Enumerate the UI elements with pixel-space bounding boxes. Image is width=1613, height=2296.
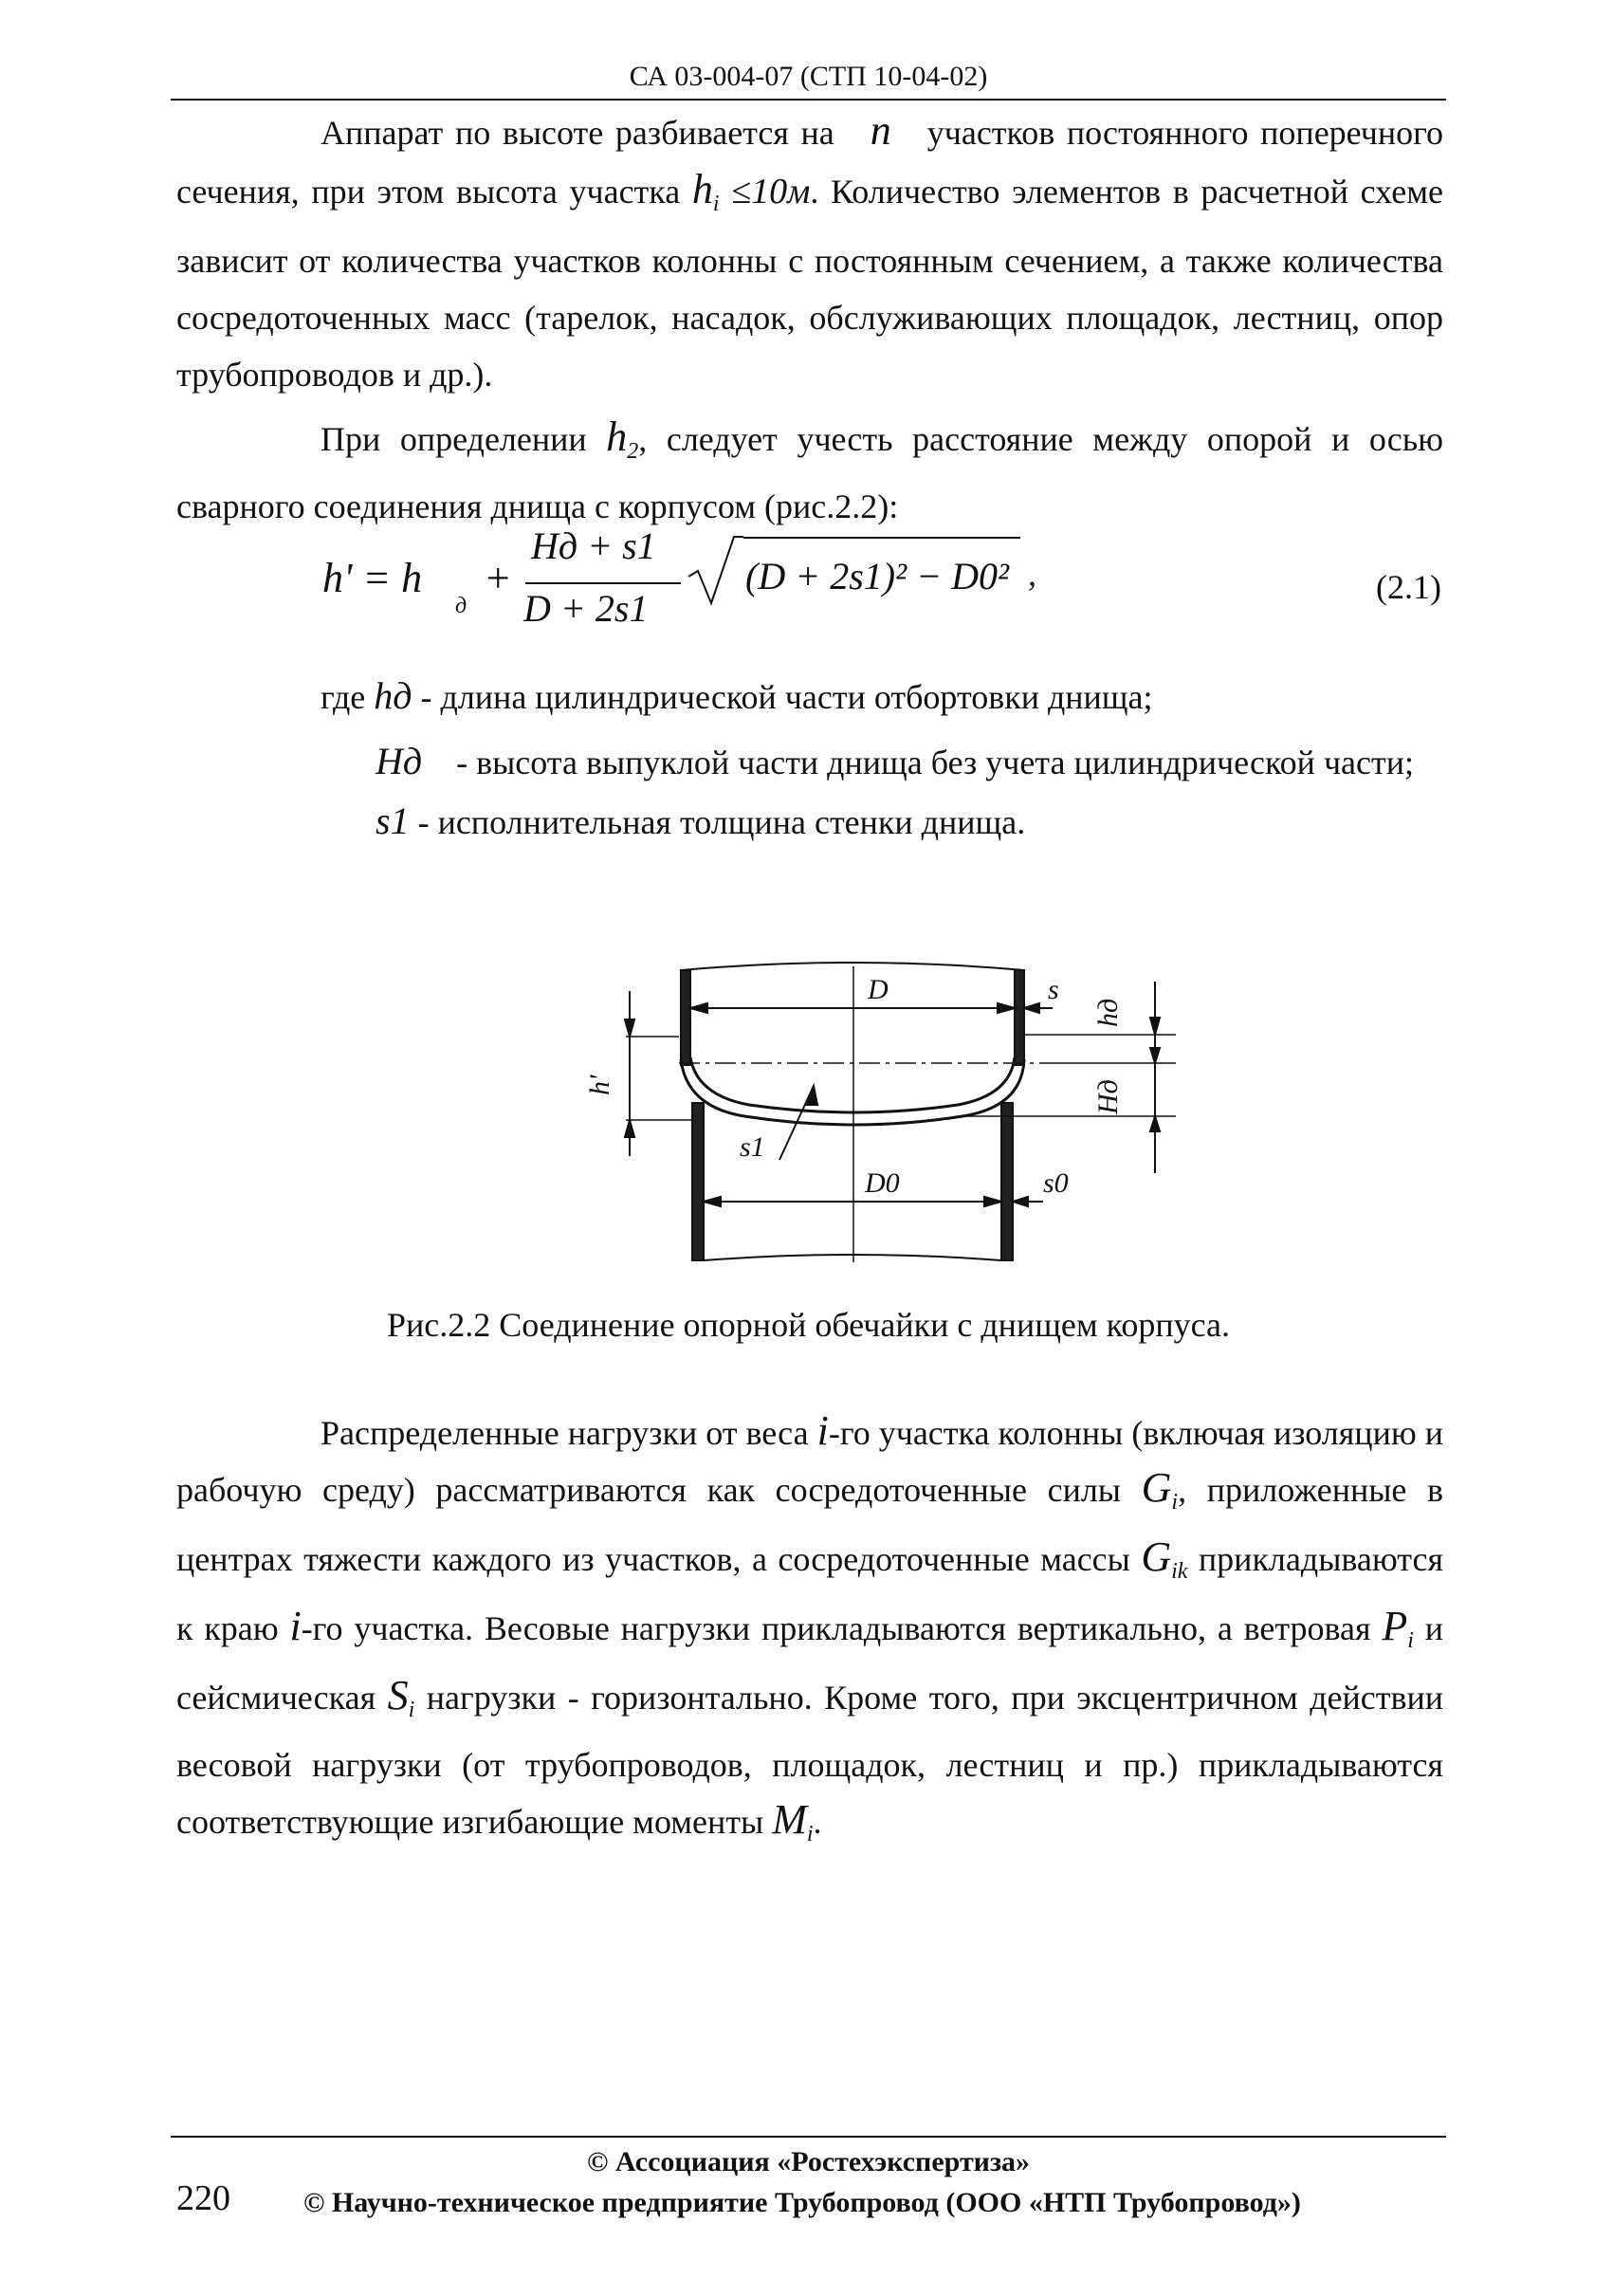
label-Hd: Hд (1092, 1079, 1124, 1114)
dished-head-outer (681, 1059, 1024, 1125)
symbol-h2-sub: 2 (627, 439, 639, 464)
arrow-icon (998, 1003, 1015, 1013)
symbol-Hd: Hд (376, 740, 423, 782)
definitions (176, 668, 1443, 851)
text: - длина цилиндрической части отбортовки днища; (420, 678, 1153, 716)
text: - высота выпуклой части днища без учета цилиндрической части; (456, 744, 1415, 781)
arrow-icon (625, 1120, 634, 1137)
dished-head-inner (690, 1057, 1015, 1112)
symbol-Si-base: S (387, 1672, 409, 1718)
formula-denominator: D + 2s1 (523, 587, 649, 630)
label-s1: s1 (740, 1131, 765, 1163)
document-code-header: СА 03-004-07 (СТП 10-04-02) (629, 61, 988, 92)
bottom-break-line (704, 1255, 1001, 1260)
text: . Количество элементов в расчетной схеме зависит от количества участков колонны с постоянным сечением, а также количества сосредоточенных масс (тарелок, насадок, обслуживающих площадок, лестниц, опор трубопроводов и др.). (176, 173, 1444, 394)
formula-number: (2.1) (1376, 568, 1441, 606)
footer-rule (171, 2136, 1446, 2138)
formula-lhs: h' = h (322, 555, 423, 601)
arrow-icon (1150, 1116, 1160, 1131)
symbol-Mi-base: M (772, 1796, 807, 1843)
figure-support-shell-diagram (569, 953, 1195, 1276)
text: При определении (321, 420, 587, 458)
paragraph-h2 (176, 410, 1443, 534)
symbol-height-limit: ≤10м (731, 172, 811, 211)
header-rule (171, 99, 1446, 101)
sqrt-vinculum (743, 537, 1020, 539)
symbol-Si-sub: i (408, 1698, 415, 1722)
symbol-h2-base: h (606, 413, 628, 460)
arrow-icon (1150, 1018, 1160, 1035)
left-skirt-wall (692, 1103, 704, 1260)
formula-numerator: Hд + s1 (531, 524, 656, 567)
symbol-Gik-base: G (1141, 1534, 1172, 1580)
right-skirt-wall (1001, 1103, 1013, 1260)
symbol-Pi-base: P (1382, 1603, 1408, 1649)
fraction-bar (525, 582, 681, 584)
formula-2-1 (322, 524, 1441, 651)
label-s: s (1048, 974, 1059, 1005)
symbol-i: i (289, 1603, 302, 1649)
arrow-icon (984, 1197, 1001, 1206)
label-D0: D0 (865, 1167, 900, 1199)
text: , следует учесть расстояние между опорой и осью сварного соединения днища с корпусом (рис.2.2): (176, 420, 1444, 525)
text: где (321, 678, 366, 716)
arrow-icon (625, 1019, 634, 1037)
label-hd: hд (1092, 998, 1124, 1027)
text: нагрузки - горизонтально. Кроме того, при эксцентричном действии весовой нагрузки (от трубопроводов, площадок, лестниц и пр.) прикладываются соответствующие изгибающие моменты (176, 1679, 1444, 1841)
text: и сейсмическая (176, 1609, 1444, 1717)
arrow-icon (1013, 1197, 1028, 1206)
footer-enterprise: © Научно-техническое предприятие Трубопровод (ООО «НТП Трубопровод») (303, 2187, 1301, 2218)
symbol-hd: hд (374, 674, 412, 717)
text: - исполнительная толщина стенки днища. (417, 803, 1026, 841)
label-h-prime: h' (584, 1075, 615, 1095)
symbol-h-base: h (691, 166, 713, 212)
text: участков постоянного поперечного сечения, при этом высота участка (176, 114, 1444, 211)
symbol-Gi-base: G (1141, 1464, 1172, 1511)
formula-radicand: (D + 2s1)² − D0² (745, 555, 1009, 597)
formula-comma: , (1028, 555, 1036, 593)
text: . (813, 1803, 822, 1841)
page-number: 220 (176, 2178, 230, 2218)
formula-plus: + (484, 555, 512, 601)
figure-caption: Рис.2.2 Соединение опорной обечайки с днищем корпуса. (386, 1306, 1230, 1344)
text: Распределенные нагрузки от веса (321, 1414, 809, 1452)
paragraph-loads (176, 1404, 1443, 1862)
right-upper-wall (1015, 970, 1024, 1065)
text: -го участка. Весовые нагрузки прикладываются вертикально, а ветровая (301, 1609, 1371, 1647)
arrow-icon (704, 1197, 721, 1206)
symbol-s1: s1 (376, 799, 410, 842)
formula-lhs-sub: д (455, 594, 467, 618)
arrow-icon (806, 1086, 817, 1105)
symbol-Pi-sub: i (1407, 1628, 1414, 1653)
label-D: D (868, 974, 889, 1005)
sqrt-sign-icon (687, 535, 743, 607)
label-s0: s0 (1043, 1167, 1069, 1199)
paragraph-sections (176, 102, 1443, 403)
text: Аппарат по высоте разбивается на (321, 114, 834, 152)
arrow-icon (1150, 1048, 1160, 1063)
symbol-Mi-sub: i (806, 1822, 814, 1846)
symbol-i: i (816, 1407, 829, 1454)
arrow-icon (1024, 1003, 1039, 1013)
footer-association: © Ассоциация «Ростехэкспертиза» (586, 2146, 1031, 2177)
text: , приложенные в центрах тяжести каждого из участков, а сосредоточенные массы (176, 1471, 1444, 1578)
arrow-icon (690, 1003, 707, 1013)
symbol-n: n (870, 107, 891, 154)
left-upper-wall (681, 970, 690, 1065)
symbol-Gik-sub: ik (1171, 1559, 1188, 1584)
symbol-Gi-sub: i (1171, 1490, 1179, 1515)
symbol-h-sub: i (712, 192, 720, 216)
text: прикладываются к краю (176, 1540, 1444, 1647)
text: -го участка колонны (включая изоляцию и рабочую среду) рассматриваются как сосредоточенные силы (176, 1414, 1444, 1509)
top-break-line (681, 963, 1024, 970)
